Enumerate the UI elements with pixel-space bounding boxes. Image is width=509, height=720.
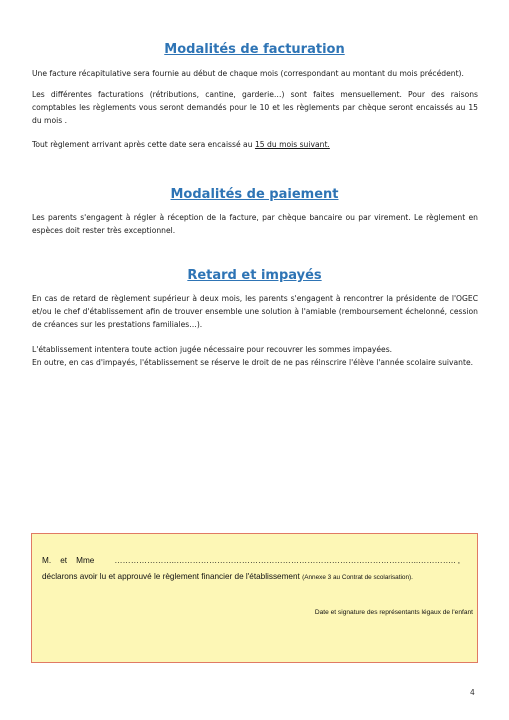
paragraph-action: L'établissement intentera toute action jugée nécessaire pour recouvrer les sommes impayées. [32,345,393,354]
reglement-tardif-text: Tout règlement arrivant après cette date sera encaissé au [32,140,255,149]
paragraph-paiement: Les parents s'engagent à régler à réception de la facture, par chèque bancaire ou par virement. Le règlement en espèces doit rester très exceptionnel. [32,213,478,235]
salutation-text: M. et Mme [42,556,95,565]
paragraph-facturations: Les différentes facturations (rétributions, cantine, garderie…) sont faites mensuellement. Pour des raisons comptables les règlements vous seront demandés pour le 10 et les règlements par chèque seront encaissés au 15 du mois . [32,90,478,125]
section-title-retard: Retard et impayés [187,268,322,283]
paragraph-reglement-tardif [32,138,478,151]
name-dots: …………………..……………………………………………………………………………..………….. , [114,556,461,565]
section-title-facturation: Modalités de facturation [164,42,345,57]
paragraph-reinscription: En outre, en cas d'impayés, l'établissement se réserve le droit de ne pas réinscrire l'élève l'année scolaire suivante. [32,358,474,367]
declaration-line [42,572,472,581]
parents-name-line [42,556,472,565]
signature-box [31,533,478,663]
page-number: 4 [470,688,475,697]
reglement-tardif-date: 15 du mois suivant. [254,140,330,149]
section-title-paiement: Modalités de paiement [170,187,339,202]
annex-note: (Annexe 3 au Contrat de scolarisation). [302,574,413,581]
declaration-text: déclarons avoir lu et approuvé le règlement financier de l'établissement [42,572,303,581]
signature-label: Date et signature des représentants légaux de l'enfant [314,609,473,616]
paragraph-facture-recap: Une facture récapitulative sera fournie au début de chaque mois (correspondant au montant du mois précédent). [32,69,464,78]
paragraph-retard: En cas de retard de règlement supérieur à deux mois, les parents s'engagent à rencontrer la présidente de l'OGEC et/ou le chef d'établissement afin de trouver ensemble une solution à l'amiable (remboursement échelonné, cession de créances sur les prestations familiales…). [32,294,478,329]
